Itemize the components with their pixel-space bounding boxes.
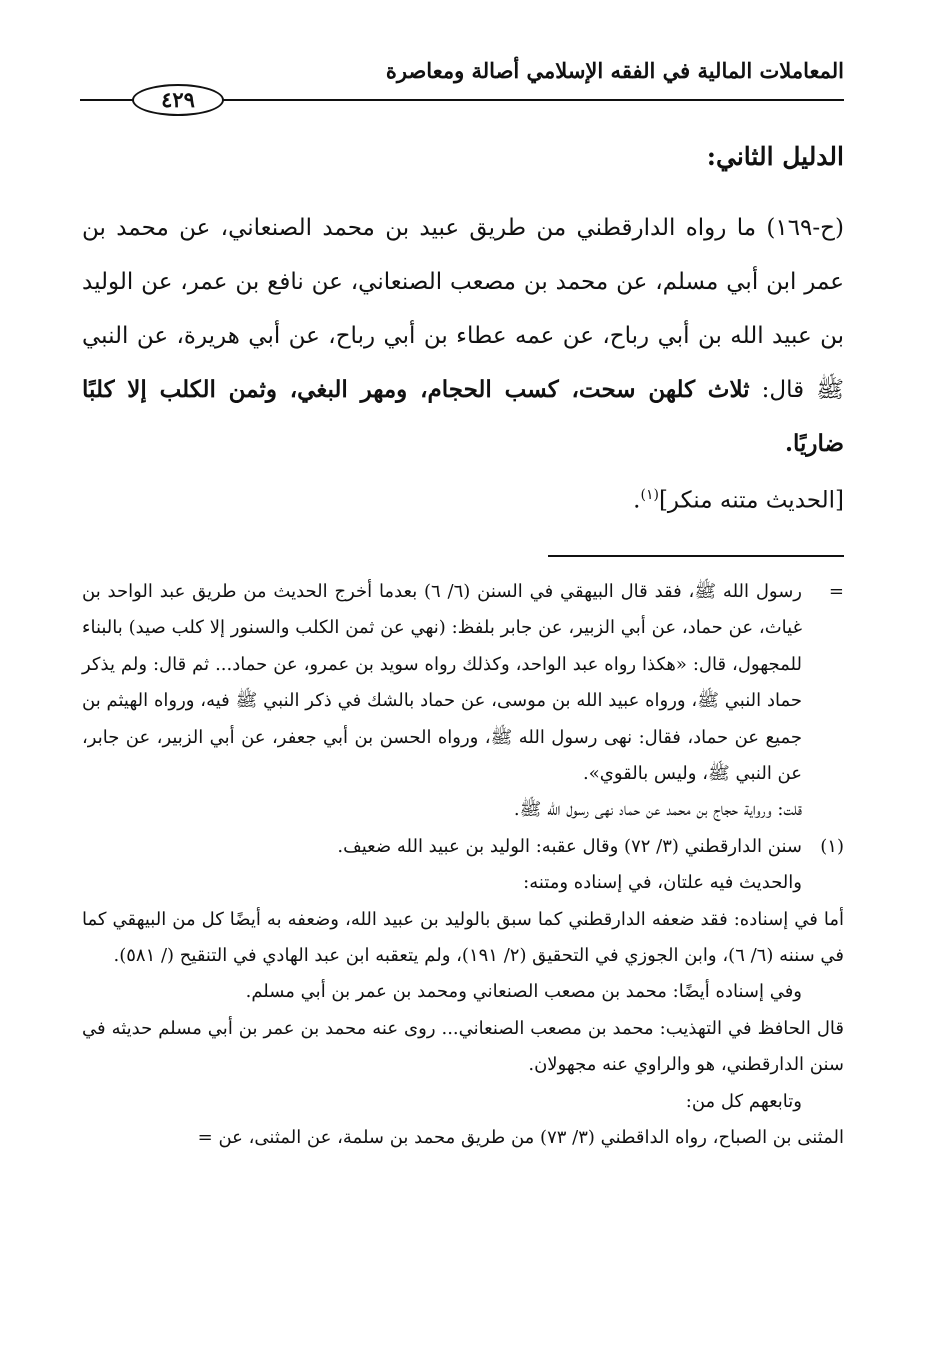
hadith-matn: ثلاث كلهن سحت، كسب الحجام، ومهر البغي، وثمن الكلب إلا كلبًا ضاريًا. xyxy=(82,376,844,457)
hadith-verdict xyxy=(633,487,844,514)
page-number: ٤٢٩ xyxy=(132,84,224,116)
footnote-rule xyxy=(548,555,844,557)
footnote-continuation xyxy=(82,574,844,829)
running-title: المعاملات المالية في الفقه الإسلامي أصالة ومعاصرة xyxy=(385,58,844,83)
footnote-paragraph: قال الحافظ في التهذيب: محمد بن مصعب الصنعاني... روى عنه محمد بن عمر بن أبي مسلم حديثه في سنن الدارقطني، هو والراوي عنه مجهولان. xyxy=(82,1017,844,1076)
footnote-paragraph: وتابعهم كل من: xyxy=(685,1090,802,1112)
footnote-paragraph: قلت: ورواية حجاج بن محمد عن حماد نهى رسول الله ﷺ. xyxy=(513,799,802,821)
footnote-paragraph: المثنى بن الصباح، رواه الداقطني (٣/ ٧٣) من طريق محمد بن سلمة، عن المثنى، عن = xyxy=(197,1127,844,1149)
footnote-paragraph: أما في إسناده: فقد ضعفه الدارقطني كما سبق بالوليد بن عبيد الله، وضعفه به أيضًا كل من البيهقي كما في سننه (٦/ ٦)، وابن الجوزي في التحقيق (٢/ ١٩١)، ولم يتعقبه ابن عبد الهادي في التنقيح (/ ٥٨١). xyxy=(82,908,844,967)
footnote-1-marker: (١) xyxy=(820,835,844,857)
continuation-marker: = xyxy=(828,581,844,602)
verdict-text: [الحديث متنه منكر] xyxy=(658,487,844,514)
footnote-paragraph: رسول الله ﷺ، فقد قال البيهقي في السنن (٦/ ٦) بعدما أخرج الحديث من طريق عبد الواحد بن غياث، عن حماد، عن أبي الزبير، عن جابر بلفظ: (نهي عن ثمن الكلب والسنور إلا كلب صيد) بالبناء للمجهول، قال: «هكذا رواه عبد الواحد، وكذلك رواه سويد بن عمرو، عن حماد... ثم قال: ولم يذكر حماد النبي ﷺ، ورواه عبيد الله بن موسى، عن حماد بالشك في ذكر النبي ﷺ فيه، ورواه الهيثم بن جميع عن حماد، فقال: نهى رسول الله ﷺ، ورواه الحسن بن أبي جعفر، عن أبي الزبير، عن جابر، عن النبي ﷺ، وليس بالقوي». xyxy=(82,581,802,785)
hadith-chain: (ح-١٦٩) ما رواه الدارقطني من طريق عبيد بن محمد الصنعاني، عن محمد بن عمر ابن أبي مسلم، عن محمد بن مصعب الصنعاني، عن نافع بن عمر، عن الوليد بن عبيد الله بن أبي رباح، عن عمه عطاء بن أبي رباح، عن أبي هريرة، عن النبي ﷺ قال: xyxy=(82,215,845,403)
hadith-text xyxy=(82,201,844,471)
verdict-end: . xyxy=(633,487,641,514)
footnote-paragraph: والحديث فيه علتان، في إسناده ومتنه: xyxy=(523,872,802,894)
footnote-paragraph: سنن الدارقطني (٣/ ٧٢) وقال عقبه: الوليد بن عبيد الله ضعيف. xyxy=(337,835,802,857)
footnote-paragraph: وفي إسناده أيضًا: محمد بن مصعب الصنعاني ومحمد بن عمر بن أبي مسلم. xyxy=(245,981,802,1003)
footnotes xyxy=(82,574,844,1157)
section-heading: الدليل الثاني: xyxy=(706,142,844,171)
footnote-ref[interactable]: (١) xyxy=(640,487,659,503)
footnote-1 xyxy=(82,829,844,865)
